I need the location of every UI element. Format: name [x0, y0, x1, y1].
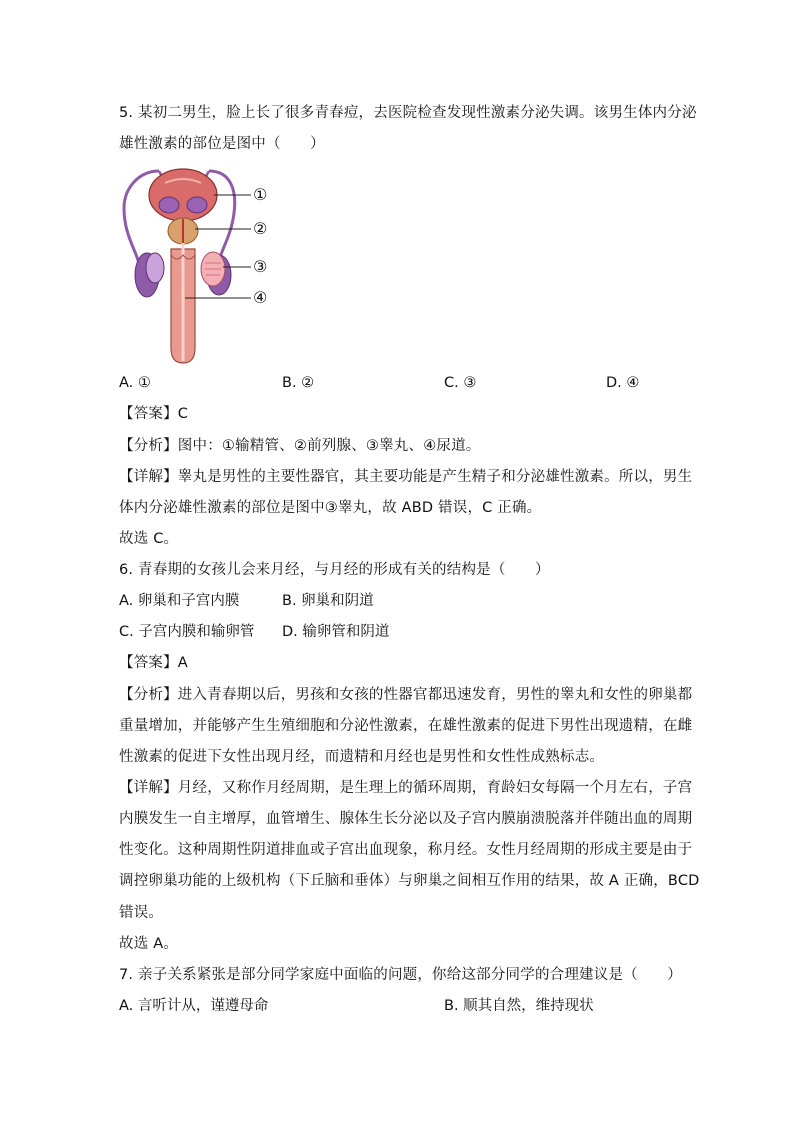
label-4: ④ [253, 288, 268, 307]
q6-answer: 【答案】A [119, 655, 188, 671]
q6-detail-line-2: 内膜发生一自主增厚，血管增生、腺体生长分泌以及子宫内膜崩溃脱落并伴随出血的周期 [119, 811, 693, 827]
label-2: ② [253, 219, 268, 238]
q7-option-b: B. 顺其自然，维持现状 [444, 998, 594, 1014]
q6-option-d: D. 输卵管和阴道 [282, 624, 390, 640]
q5-option-b: B. ② [282, 375, 315, 391]
q6-detail-line-1: 【详解】月经，又称作月经周期，是生理上的循环周期，育龄妇女每隔一个月左右，子宫 [119, 780, 693, 796]
q6-option-b: B. 卵巢和阴道 [282, 593, 374, 609]
seminal-vesicle-right [187, 197, 207, 213]
q6-option-a: A. 卵巢和子宫内膜 [119, 593, 240, 609]
q5-detail-line-1: 【详解】睾丸是男性的主要性器官，其主要功能是产生精子和分泌雄性激素。所以，男生 [119, 469, 693, 485]
q6-choose: 故选 A。 [119, 936, 179, 952]
q6-analysis-line-1: 【分析】进入青春期以后，男孩和女孩的性器官都迅速发育，男性的睾丸和女性的卵巢都 [119, 687, 693, 703]
q6-analysis-line-2: 重量增加，并能够产生生殖细胞和分泌性激素，在雄性激素的促进下男性出现遗精，在雌 [119, 718, 693, 734]
q5-option-a: A. ① [119, 375, 151, 391]
q5-answer: 【答案】C [119, 406, 189, 422]
q7-stem: 7. 亲子关系紧张是部分同学家庭中面临的问题，你给这部分同学的合理建议是（ ） [119, 967, 682, 983]
q5-choose: 故选 C。 [119, 531, 179, 547]
q6-detail-line-3: 性变化。这种周期性阴道排血或子宫出血现象，称月经。女性月经周期的形成主要是由于 [119, 842, 693, 858]
q5-option-c: C. ③ [444, 375, 477, 391]
testis-left [146, 253, 164, 283]
q5-analysis: 【分析】图中：①输精管、②前列腺、③睾丸、④尿道。 [119, 438, 481, 454]
q7-option-a: A. 言听计从，谨遵母命 [119, 998, 269, 1014]
q5-stem-line-2: 雄性激素的部位是图中（ ） [119, 136, 325, 152]
label-1: ① [253, 185, 268, 204]
label-3: ③ [253, 257, 268, 276]
bladder [149, 169, 217, 221]
q5-stem-line-1: 5. 某初二男生，脸上长了很多青春痘，去医院检查发现性激素分泌失调。该男生体内分泌 [119, 105, 697, 121]
male-reproductive-diagram [119, 163, 279, 368]
q5-option-d: D. ④ [606, 375, 640, 391]
q6-detail-line-4: 调控卵巢功能的上级机构（下丘脑和垂体）与卵巢之间相互作用的结果，故 A 正确，BCD [119, 873, 700, 889]
q6-analysis-line-3: 性激素的促进下女性出现月经，而遗精和月经也是男性和女性性成熟标志。 [119, 749, 605, 765]
q5-detail-line-2: 体内分泌雄性激素的部位是图中③睾丸，故 ABD 错误，C 正确。 [119, 500, 542, 516]
seminal-vesicle-left [159, 197, 179, 213]
q6-detail-line-5: 错误。 [119, 905, 164, 921]
q6-option-c: C. 子宫内膜和输卵管 [119, 624, 255, 640]
q6-stem: 6. 青春期的女孩儿会来月经，与月经的形成有关的结构是（ ） [119, 562, 550, 578]
